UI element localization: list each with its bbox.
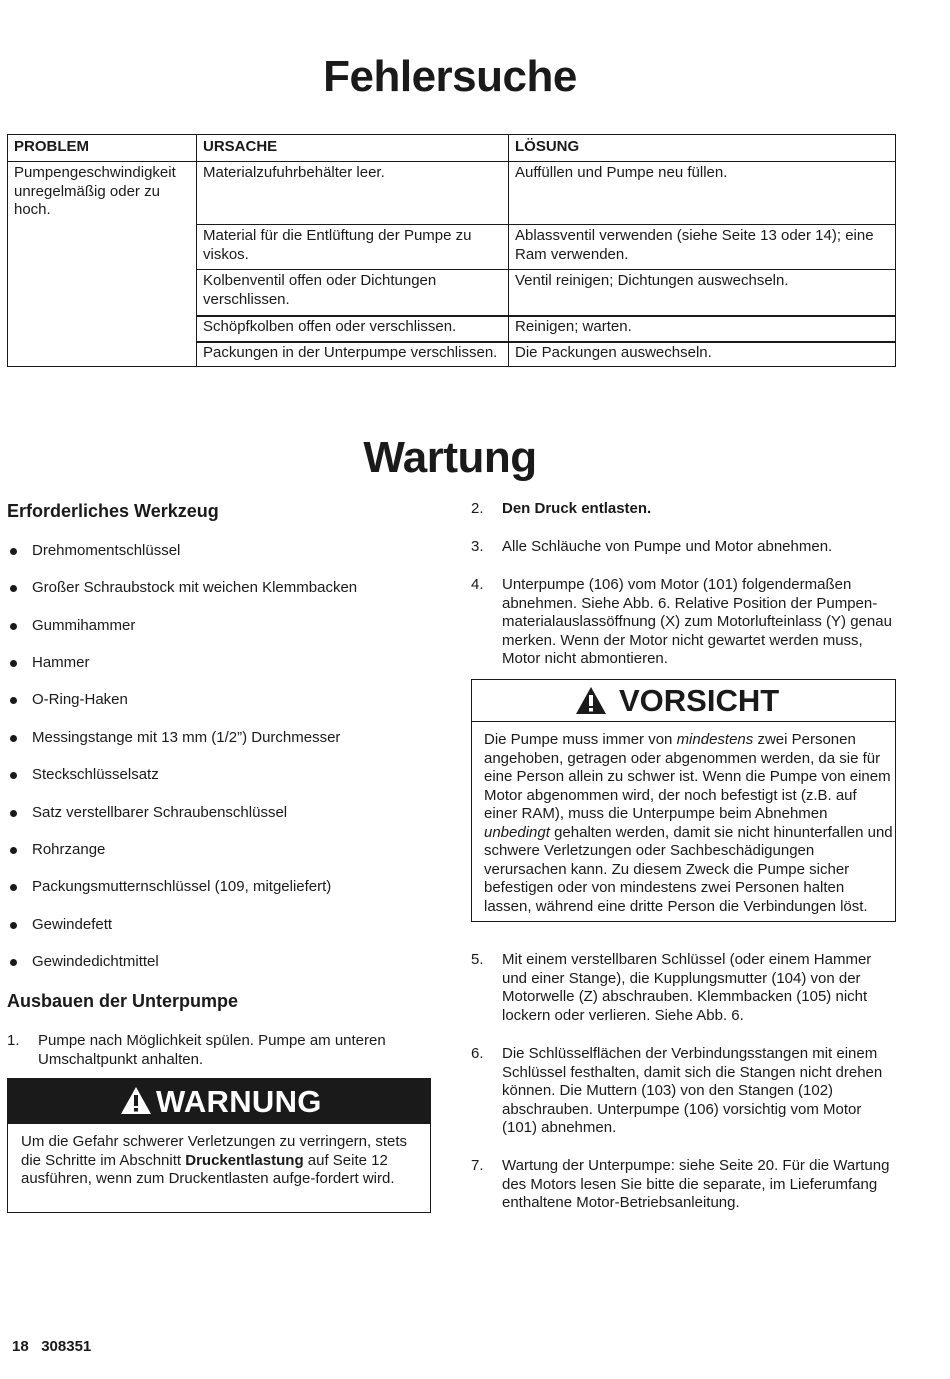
cause-cell: Schöpfkolben offen oder verschlissen. xyxy=(203,318,457,335)
problem-cell: Pumpengeschwindigkeit unregelmäßig oder zu hoch. xyxy=(14,164,176,218)
solution-cell: Auffüllen und Pumpe neu füllen. xyxy=(515,164,728,181)
table-divider xyxy=(196,135,197,366)
warning-header xyxy=(8,1079,430,1124)
caution-header xyxy=(472,680,895,722)
cause-cell: Materialzufuhrbehälter leer. xyxy=(203,164,385,181)
table-divider xyxy=(196,315,895,317)
warning-triangle-icon xyxy=(120,1086,152,1115)
bullet-icon xyxy=(10,884,17,891)
bullet-icon xyxy=(10,548,17,555)
tools-heading: Erforderliches Werkzeug xyxy=(7,501,219,521)
page-footer xyxy=(12,1338,91,1357)
solution-cell: Ventil reinigen; Dichtungen auswechseln. xyxy=(515,272,789,289)
document-number: 308351 xyxy=(41,1338,92,1355)
table-divider xyxy=(196,269,895,270)
cause-cell: Material für die Entlüftung der Pumpe zu viskos. xyxy=(203,227,472,263)
caution-box xyxy=(471,679,896,922)
bullet-icon xyxy=(10,697,17,704)
table-divider xyxy=(508,135,509,366)
page-number: 18 xyxy=(12,1338,29,1355)
caution-label: VORSICHT xyxy=(619,683,780,718)
bullet-icon xyxy=(10,623,17,630)
column-header-cause: URSACHE xyxy=(203,138,278,155)
bullet-icon xyxy=(10,922,17,929)
bullet-icon xyxy=(10,735,17,742)
troubleshooting-table xyxy=(7,134,896,367)
warning-box xyxy=(7,1078,431,1213)
page-title-maintenance: Wartung xyxy=(363,433,537,482)
cause-cell: Packungen in der Unterpumpe verschlissen. xyxy=(203,344,498,361)
bullet-icon xyxy=(10,847,17,854)
warning-triangle-icon xyxy=(575,686,607,715)
solution-cell: Die Packungen auswechseln. xyxy=(515,344,712,361)
bullet-icon xyxy=(10,660,17,667)
warning-text: Um die Gefahr schwerer Verletzungen zu verringern, stets die Schritte im Abschnitt Druckentlastung auf Seite 12 ausführen, wenn zum Druckentlasten aufge-fordert wird. xyxy=(21,1133,408,1187)
column-header-solution: LÖSUNG xyxy=(515,138,580,155)
removal-heading: Ausbauen der Unterpumpe xyxy=(7,991,239,1011)
warning-link-text: Druckentlastung xyxy=(185,1151,304,1169)
page-title-troubleshooting: Fehlersuche xyxy=(323,52,577,101)
bullet-icon xyxy=(10,959,17,966)
cause-cell: Kolbenventil offen oder Dichtungen verschlissen. xyxy=(203,272,437,308)
table-divider xyxy=(196,341,895,343)
solution-cell: Reinigen; warten. xyxy=(515,318,632,335)
warning-label: WARNUNG xyxy=(156,1084,322,1119)
column-header-problem: PROBLEM xyxy=(14,138,89,155)
bullet-icon xyxy=(10,585,17,592)
bullet-icon xyxy=(10,772,17,779)
table-divider xyxy=(8,161,895,162)
solution-cell: Ablassventil verwenden (siehe Seite 13 oder 14); eine Ram verwenden. xyxy=(515,227,874,263)
bullet-icon xyxy=(10,810,17,817)
caution-text: Die Pumpe muss immer von mindestens zwei Personen angehoben, getragen oder abgenommen werden, da sie für eine Person allein zu schwer ist. Wenn die Pumpe von einem Motor abgenommen wird, der noch befestigt ist (z.B. auf einer RAM), muss die Unterpumpe beim Abnehmen unbedingt gehalten werden, damit sie nicht hinunterfallen und schwere Verletzungen oder Sachbeschädigungen verursachen kann. Zu diesem Zweck die Pumpe sicher befestigen oder von mindestens zwei Personen halten lassen, während eine dritte Person die Verbindungen löst. xyxy=(484,731,893,915)
table-divider xyxy=(196,224,895,225)
